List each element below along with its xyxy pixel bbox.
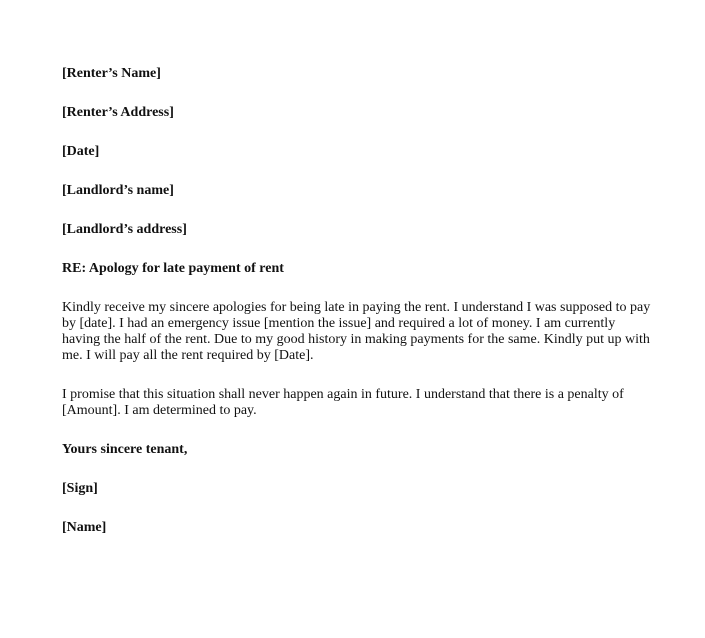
signature-field: [Sign]: [62, 481, 98, 496]
renter-address-field: [Renter’s Address]: [62, 105, 174, 120]
letter-body: [62, 66, 662, 559]
date-field: [Date]: [62, 144, 100, 159]
paragraph-line: [Amount]. I am determined to pay.: [62, 403, 257, 418]
subject-line: RE: Apology for late payment of rent: [62, 261, 284, 276]
apology-paragraph: [62, 300, 662, 364]
paragraph-line: I promise that this situation shall never happen again in future. I understand that there is a penalty of: [62, 387, 624, 402]
paragraph-line: me. I will pay all the rent required by [Date].: [62, 348, 314, 363]
paragraph-line: Kindly receive my sincere apologies for being late in paying the rent. I understand I was supposed to pay: [62, 300, 651, 315]
closing-line: Yours sincere tenant,: [62, 442, 188, 457]
renter-name-field: [Renter’s Name]: [62, 66, 161, 81]
landlord-name-field: [Landlord’s name]: [62, 183, 174, 198]
paragraph-line: having the half of the rent. Due to my good history in making payments for the same. Kindly put up with: [62, 332, 650, 347]
promise-paragraph: [62, 387, 662, 419]
landlord-address-field: [Landlord’s address]: [62, 222, 187, 237]
paragraph-line: by [date]. I had an emergency issue [mention the issue] and required a lot of money. I am currently: [62, 316, 616, 331]
name-field: [Name]: [62, 520, 107, 535]
